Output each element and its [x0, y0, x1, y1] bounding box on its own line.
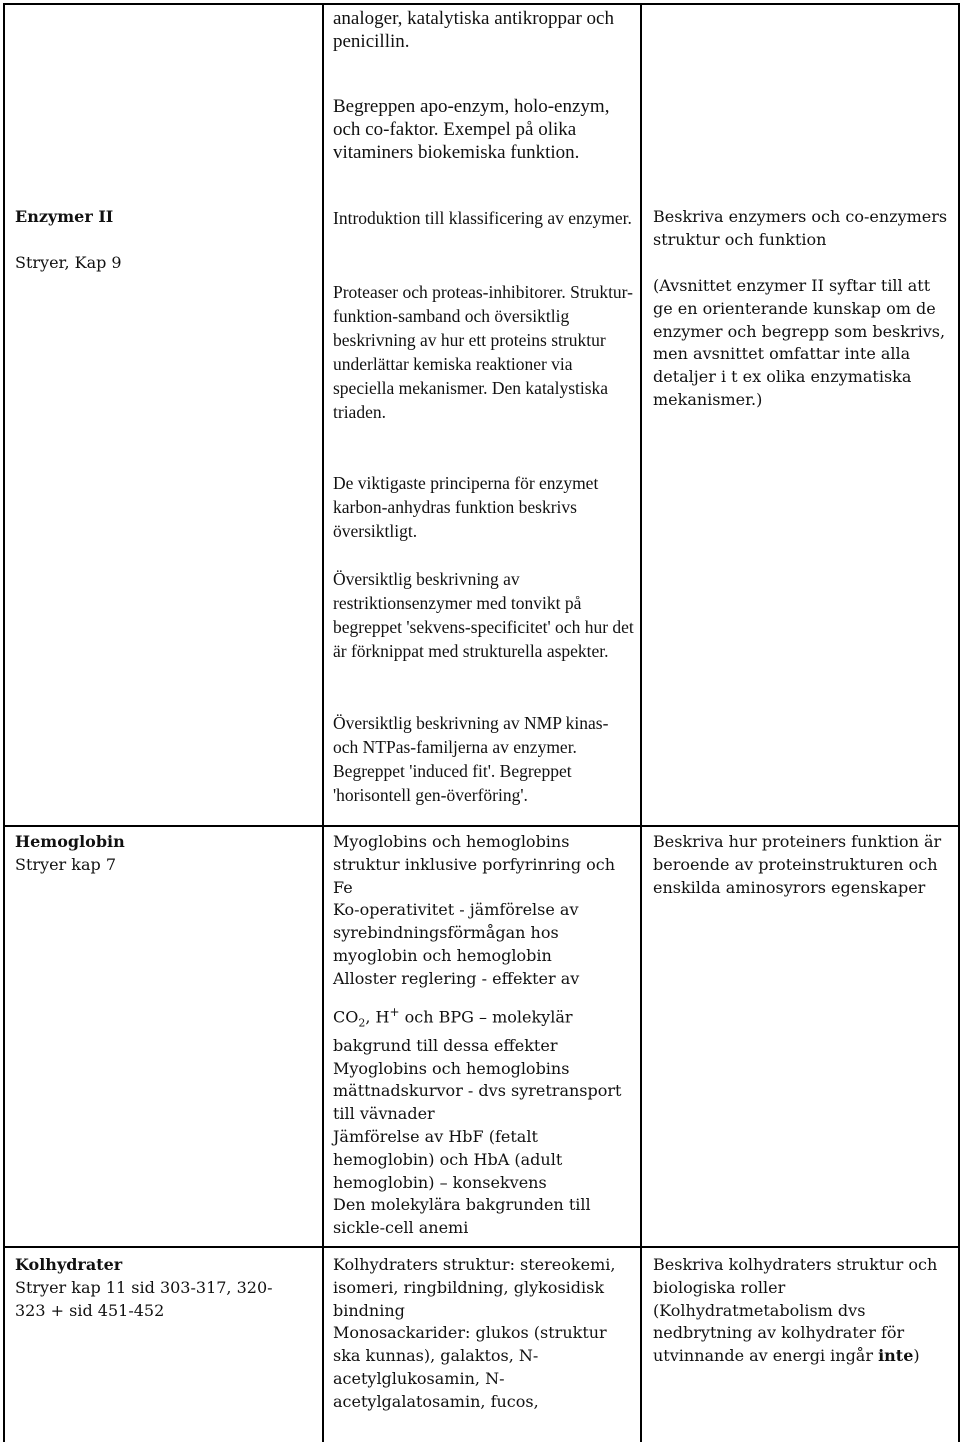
row-source: Stryer kap 7: [15, 855, 117, 874]
row-content-paragraph: Proteaser och proteas-inhibitorer. Struktur-funktion-samband och översiktlig beskrivning av hur ett proteins struktur underlättar kemiska reaktioner via speciella mekanismer. Den katalystiska triaden.: [333, 282, 633, 422]
table-column-divider: [640, 3, 642, 1442]
table-row-divider: [4, 825, 960, 827]
row-content-line: Kolhydraters struktur: stereokemi, isomeri, ringbildning, glykosidisk bindning: [333, 1255, 616, 1320]
row-content-line: Den molekylära bakgrunden till sickle-cell anemi: [333, 1195, 591, 1238]
row-goal: Beskriva hur proteiners funktion är beroende av proteinstrukturen och enskilda aminosyrors egenskaper: [653, 832, 942, 897]
table-column-divider: [322, 3, 324, 1442]
row-content-paragraph: Översiktlig beskrivning av NMP kinas- och NTPas-familjerna av enzymer. Begreppet 'induced fit'. Begreppet 'horisontell gen-överföring'.: [333, 713, 609, 805]
row-content-line: Monosackarider: glukos (struktur ska kunnas), galaktos, N-acetylglukosamin, N-acetylgalatosamin, fucos,: [333, 1323, 607, 1411]
row-content-paragraph: analoger, katalytiska antikroppar och penicillin.: [333, 8, 614, 52]
row-content-line: Myoglobins och hemoglobins mättnadskurvor - dvs syretransport till vävnader: [333, 1058, 622, 1124]
row-title: Hemoglobin: [15, 832, 125, 851]
row-goal: Beskriva enzymers och co-enzymers struktur och funktion: [653, 207, 948, 249]
row-content-paragraph: Översiktlig beskrivning av restriktionsenzymer med tonvikt på begreppet 'sekvens-specificitet' och hur det är förknippat med strukturella aspekter.: [333, 569, 634, 661]
row-source: Stryer, Kap 9: [15, 253, 122, 272]
row-content: [333, 831, 638, 1240]
row-source: Stryer kap 11 sid 303-317, 320-323 + sid 451-452: [15, 1278, 273, 1320]
table-row-divider: [4, 1246, 960, 1248]
row-title: Enzymer II: [15, 207, 114, 226]
row-content-paragraph: De viktigaste principerna för enzymet karbon-anhydras funktion beskrivs översiktligt.: [333, 473, 599, 541]
row-goal-note: (Avsnittet enzymer II syftar till att ge en orienterande kunskap om de enzymer och begrepp som beskrivs, men avsnittet omfattar inte alla detaljer i t ex olika enzymatiska mekanismer.): [653, 276, 946, 409]
row-title: Kolhydrater: [15, 1255, 123, 1274]
co2-line: $CO_2$, H+ och BPG – molekylär bakgrund till dessa effekter: [333, 1004, 573, 1055]
table-border-top: [4, 3, 960, 5]
table-border-left: [3, 3, 5, 1442]
row-content-line: Alloster reglering - effekter av: [333, 968, 580, 988]
row-content-paragraph: Begreppen apo-enzym, holo-enzym, och co-faktor. Exempel på olika vitaminers biokemiska funktion.: [333, 96, 610, 163]
row-content: [333, 1254, 638, 1414]
row-goal: Beskriva kolhydraters struktur och biologiska roller (Kolhydratmetabolism dvs nedbrytning av kolhydrater för utvinnande av energi ingår inte): [653, 1255, 938, 1366]
row-content-line: Ko-operativitet - jämförelse av syrebindningsförmågan hos myoglobin och hemoglobin: [333, 900, 579, 965]
row-content-line: Jämförelse av HbF (fetalt hemoglobin) och HbA (adult hemoglobin) – konsekvens: [333, 1127, 563, 1192]
row-content-paragraph: Introduktion till klassificering av enzymer.: [333, 208, 632, 228]
row-content-line: Myoglobins och hemoglobins struktur inklusive porfyrinring och Fe: [333, 832, 616, 897]
